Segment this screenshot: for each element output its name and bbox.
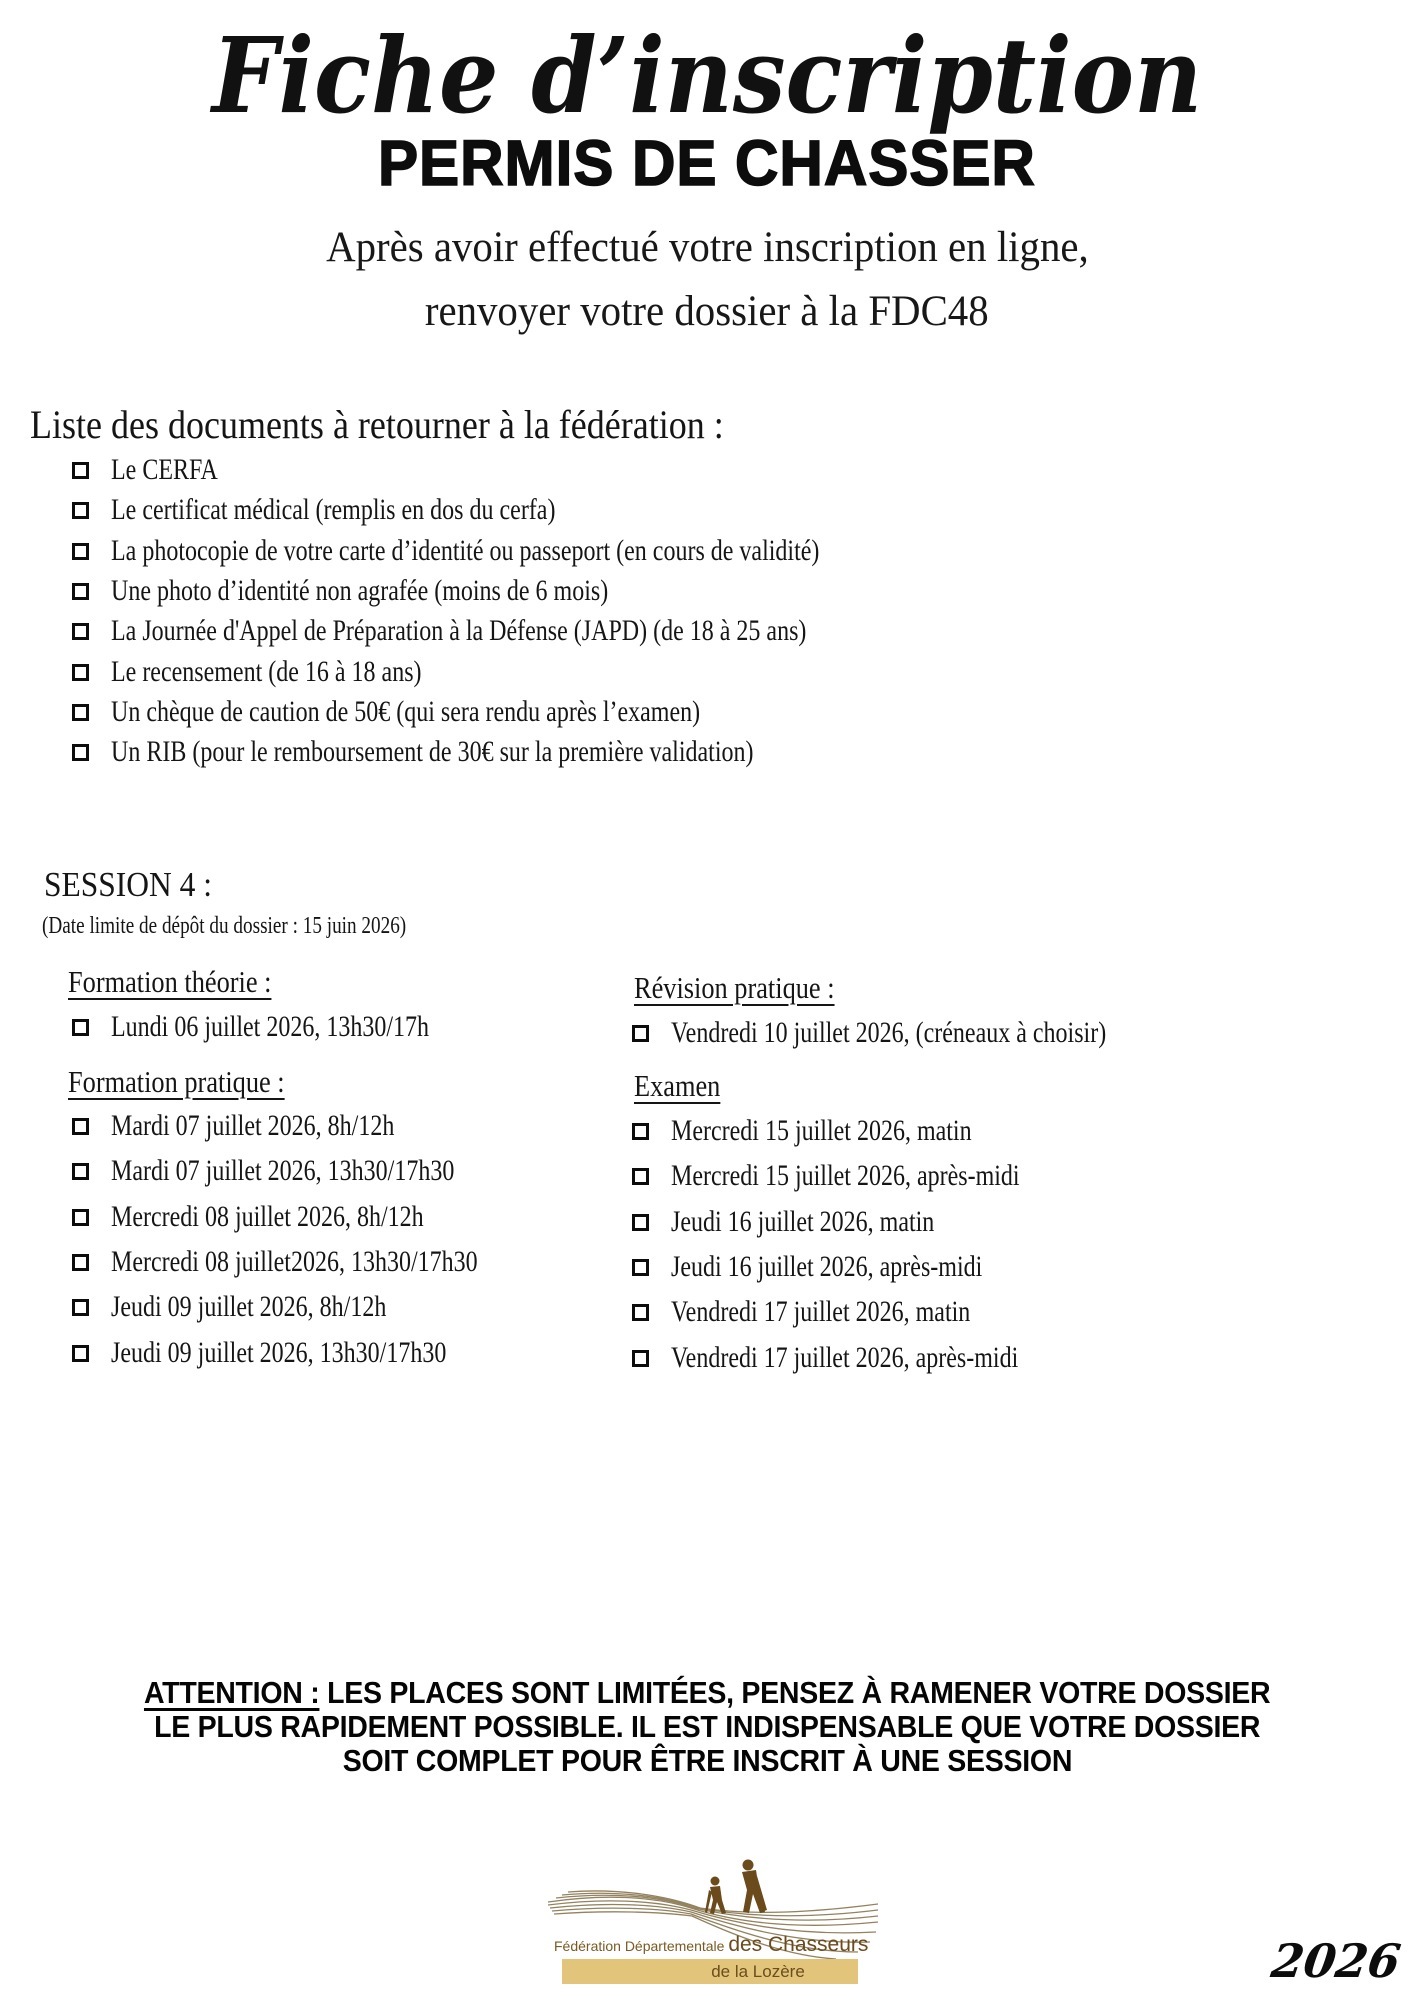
session-slot-row bbox=[72, 1338, 530, 1368]
session-slot-row bbox=[72, 1156, 540, 1186]
doc-checklist-row bbox=[72, 737, 914, 767]
slot-label: Lundi 06 juillet 2026, 13h30/17h bbox=[111, 1010, 429, 1043]
checkbox[interactable] bbox=[72, 1118, 89, 1135]
checkbox[interactable] bbox=[632, 1304, 649, 1321]
checkbox[interactable] bbox=[632, 1259, 649, 1276]
page-title-main-text: PERMIS DE CHASSER bbox=[378, 127, 1036, 199]
subtitle-line-1: Après avoir effectué votre inscription en ligne, bbox=[325, 224, 1089, 271]
doc-checklist-row bbox=[72, 697, 847, 727]
session-slot-row bbox=[72, 1111, 465, 1141]
documents-heading: Liste des documents à retourner à la fédération : bbox=[30, 402, 724, 447]
federation-logo bbox=[548, 1838, 878, 1990]
doc-item-label: Le recensement (de 16 à 18 ans) bbox=[111, 655, 422, 688]
doc-item-label: Le CERFA bbox=[111, 453, 218, 486]
slot-label: Mercredi 15 juillet 2026, après-midi bbox=[671, 1159, 1020, 1192]
session-slot-row bbox=[632, 1116, 1047, 1146]
warning-line-2: LE PLUS RAPIDEMENT POSSIBLE. IL EST INDISPENSABLE QUE VOTRE DOSSIER bbox=[153, 1709, 1261, 1744]
checkbox[interactable] bbox=[632, 1214, 649, 1231]
doc-item-label: La Journée d'Appel de Préparation à la Défense (JAPD) (de 18 à 25 ans) bbox=[111, 614, 807, 647]
slot-label: Mercredi 15 juillet 2026, matin bbox=[671, 1114, 972, 1147]
warning-label: ATTENTION : bbox=[143, 1675, 320, 1710]
session-slot-row bbox=[72, 1247, 569, 1277]
slot-label: Jeudi 09 juillet 2026, 8h/12h bbox=[111, 1290, 387, 1323]
doc-checklist-row bbox=[72, 455, 245, 485]
checkbox[interactable] bbox=[72, 1345, 89, 1362]
session-slot-row bbox=[632, 1343, 1105, 1373]
checkbox[interactable] bbox=[72, 462, 89, 479]
session-slot-row bbox=[72, 1202, 502, 1232]
checkbox[interactable] bbox=[72, 502, 89, 519]
heading-examen: Examen bbox=[634, 1068, 721, 1103]
session-slot-row bbox=[632, 1161, 1107, 1191]
heading-formation-pratique: Formation pratique : bbox=[68, 1064, 285, 1099]
checkbox[interactable] bbox=[632, 1168, 649, 1185]
checkbox[interactable] bbox=[72, 1163, 89, 1180]
session-title: SESSION 4 : bbox=[44, 865, 213, 904]
hunters-icon bbox=[705, 1860, 767, 1915]
slot-label: Vendredi 10 juillet 2026, (créneaux à choisir) bbox=[671, 1016, 1107, 1049]
checkbox[interactable] bbox=[72, 664, 89, 681]
session-slot-row bbox=[72, 1292, 455, 1322]
doc-checklist-row bbox=[72, 657, 499, 687]
doc-item-label: Le certificat médical (remplis en dos du cerfa) bbox=[111, 493, 556, 526]
doc-checklist-row bbox=[72, 495, 667, 525]
checkbox[interactable] bbox=[72, 1019, 89, 1036]
checkbox[interactable] bbox=[72, 623, 89, 640]
checkbox[interactable] bbox=[632, 1025, 649, 1042]
checkbox[interactable] bbox=[632, 1350, 649, 1367]
session-deadline-note: (Date limite de dépôt du dossier : 15 juin 2026) bbox=[42, 913, 407, 939]
slot-label: Mardi 07 juillet 2026, 8h/12h bbox=[111, 1109, 395, 1142]
checkbox[interactable] bbox=[72, 704, 89, 721]
checkbox[interactable] bbox=[72, 543, 89, 560]
doc-checklist-row bbox=[72, 576, 733, 606]
checkbox[interactable] bbox=[72, 1209, 89, 1226]
checkbox[interactable] bbox=[632, 1123, 649, 1140]
logo-banner-bar bbox=[562, 1959, 858, 1984]
checkbox[interactable] bbox=[72, 1299, 89, 1316]
slot-label: Mardi 07 juillet 2026, 13h30/17h30 bbox=[111, 1154, 455, 1187]
slot-label: Vendredi 17 juillet 2026, après-midi bbox=[671, 1341, 1019, 1374]
doc-checklist-row bbox=[72, 536, 997, 566]
page-subtitle bbox=[0, 216, 1414, 344]
warning-block bbox=[0, 1676, 1414, 1778]
doc-item-label: La photocopie de votre carte d’identité ou passeport (en cours de validité) bbox=[111, 534, 820, 567]
warning-line-3: SOIT COMPLET POUR ÊTRE INSCRIT À UNE SESSION bbox=[342, 1743, 1072, 1778]
doc-item-label: Un RIB (pour le remboursement de 30€ sur la première validation) bbox=[111, 735, 754, 768]
logo-text bbox=[554, 1933, 868, 1956]
slot-label: Mercredi 08 juillet2026, 13h30/17h30 bbox=[111, 1245, 478, 1278]
heading-formation-theorie: Formation théorie : bbox=[68, 964, 272, 999]
warning-line-1: LES PLACES SONT LIMITÉES, PENSEZ À RAMENER VOTRE DOSSIER bbox=[319, 1675, 1271, 1710]
year-label: 2026 bbox=[1268, 1934, 1404, 1988]
session-slot-row bbox=[632, 1252, 1060, 1282]
session-slot-row bbox=[632, 1297, 1045, 1327]
logo-text-small: Fédération Départementale bbox=[554, 1938, 729, 1954]
doc-item-label: Une photo d’identité non agrafée (moins de 6 mois) bbox=[111, 574, 609, 607]
session-slot-row bbox=[72, 1012, 509, 1042]
session-slot-row bbox=[632, 1018, 1215, 1048]
slot-label: Jeudi 16 juillet 2026, après-midi bbox=[671, 1250, 983, 1283]
session-slot-row bbox=[632, 1207, 1000, 1237]
slot-label: Mercredi 08 juillet 2026, 8h/12h bbox=[111, 1200, 424, 1233]
subtitle-line-2: renvoyer votre dossier à la FDC48 bbox=[425, 288, 989, 335]
logo-banner-text: de la Lozère bbox=[711, 1962, 805, 1981]
page-title-script-text: Fiche d’inscription bbox=[211, 14, 1203, 137]
slot-label: Vendredi 17 juillet 2026, matin bbox=[671, 1295, 971, 1328]
slot-label: Jeudi 09 juillet 2026, 13h30/17h30 bbox=[111, 1336, 447, 1369]
doc-checklist-row bbox=[72, 616, 980, 646]
federation-logo-graphic bbox=[548, 1838, 878, 1990]
logo-text-large: des Chasseurs bbox=[728, 1933, 869, 1956]
checkbox[interactable] bbox=[72, 583, 89, 600]
checkbox[interactable] bbox=[72, 744, 89, 761]
slot-label: Jeudi 16 juillet 2026, matin bbox=[671, 1205, 935, 1238]
page-title-main bbox=[0, 128, 1414, 198]
heading-revision-pratique: Révision pratique : bbox=[634, 970, 835, 1005]
checkbox[interactable] bbox=[72, 1254, 89, 1271]
doc-item-label: Un chèque de caution de 50€ (qui sera rendu après l’examen) bbox=[111, 695, 701, 728]
